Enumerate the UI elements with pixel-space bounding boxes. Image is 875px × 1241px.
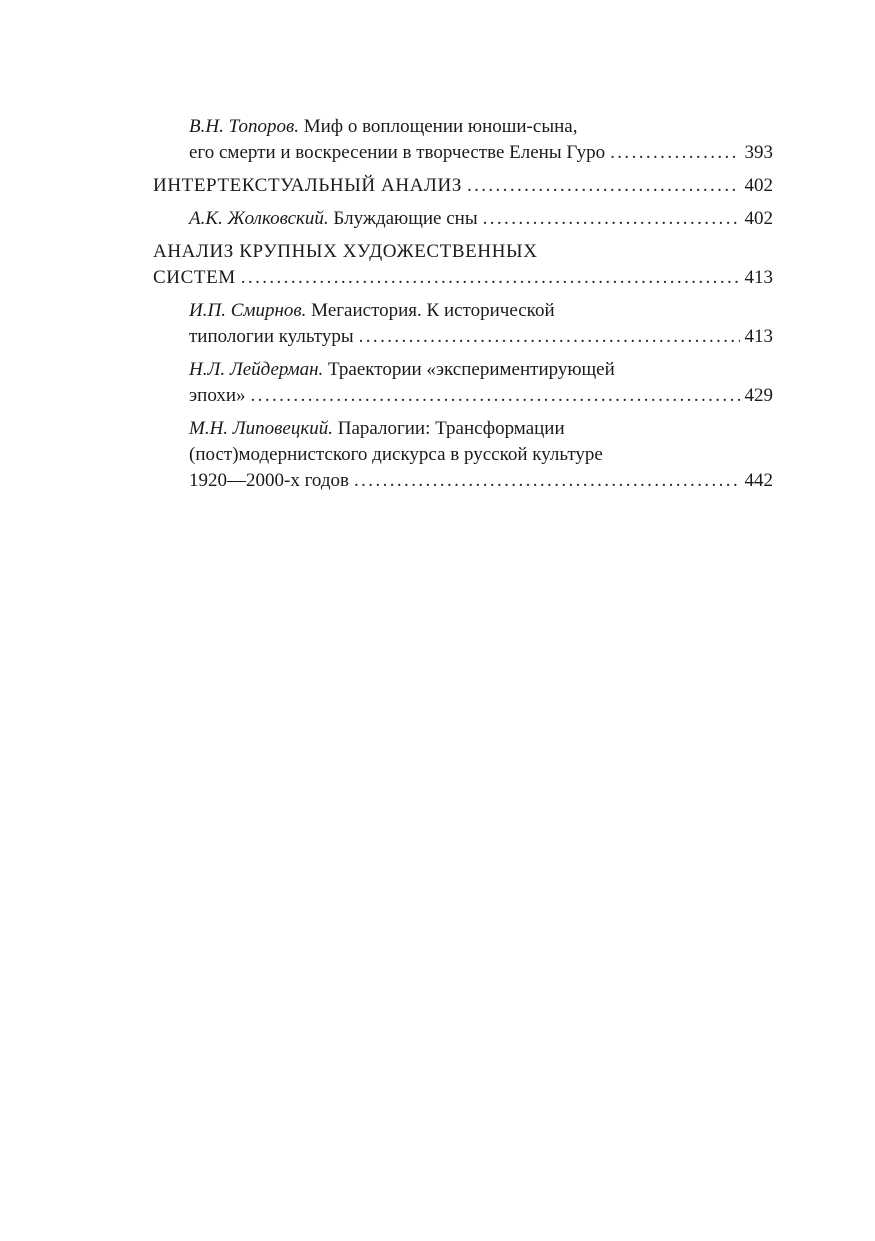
dot-leader [483,206,740,232]
toc-entry-heading [189,206,478,232]
toc-page-number: 402 [744,175,773,196]
toc-entry [153,206,773,232]
toc-entry-title: Паралогии: Трансформации [332,418,565,439]
toc-entry-title: эпохи» [189,385,246,406]
toc-entry-heading [189,416,773,442]
table-of-contents [153,114,773,501]
dot-leader [610,140,739,166]
toc-entry-title: Траектории «экспериментирующей [323,359,615,380]
toc-entry [153,416,773,494]
toc-entry-last-line [189,468,773,494]
toc-entry-last-line [189,206,773,232]
toc-page-number: 402 [744,208,773,229]
toc-page-number: 442 [744,470,773,491]
dot-leader [241,265,740,291]
toc-section-title: ИНТЕРТЕКСТУАЛЬНЫЙ АНАЛИЗ [153,175,462,196]
toc-section [153,173,773,199]
toc-page-number: 413 [744,267,773,288]
dot-leader [467,173,740,199]
toc-entry-last-line [189,140,773,166]
toc-entry-heading [189,357,773,383]
toc-entry-author: М.Н. Липовецкий. [189,418,333,439]
toc-entry-title: типологии культуры [189,326,354,347]
toc-section-title: СИСТЕМ [153,267,236,288]
toc-entry-last-line [189,324,773,350]
toc-entry [153,114,773,166]
toc-entry-title: его смерти и воскресении в творчестве Елены Гуро [189,142,606,163]
toc-section-line [153,173,773,199]
toc-section-line [153,265,773,291]
toc-section-title: АНАЛИЗ КРУПНЫХ ХУДОЖЕСТВЕННЫХ [153,241,538,262]
toc-entry-title: Миф о воплощении юноши-сына, [298,116,578,137]
toc-entry-heading [189,298,773,324]
toc-entry-title: Мегаистория. К исторической [306,300,555,321]
toc-entry [153,298,773,350]
dot-leader [359,324,740,350]
toc-entry-heading [189,114,773,140]
toc-entry-last-line [189,383,773,409]
toc-section [153,239,773,291]
dot-leader [251,383,740,409]
toc-entry-title: (пост)модернистского дискурса в русской культуре [189,444,603,465]
toc-entry-title: Блуждающие сны [328,208,478,229]
toc-page-number: 429 [744,385,773,406]
toc-entry-author: В.Н. Топоров. [189,116,299,137]
dot-leader [354,468,740,494]
toc-entry-author: Н.Л. Лейдерман. [189,359,324,380]
toc-page-number: 413 [744,326,773,347]
toc-entry [153,357,773,409]
toc-entry-author: А.К. Жолковский. [189,208,329,229]
toc-page-number: 393 [744,142,773,163]
toc-entry-title: 1920—2000-х годов [189,470,349,491]
toc-entry-author: И.П. Смирнов. [189,300,307,321]
